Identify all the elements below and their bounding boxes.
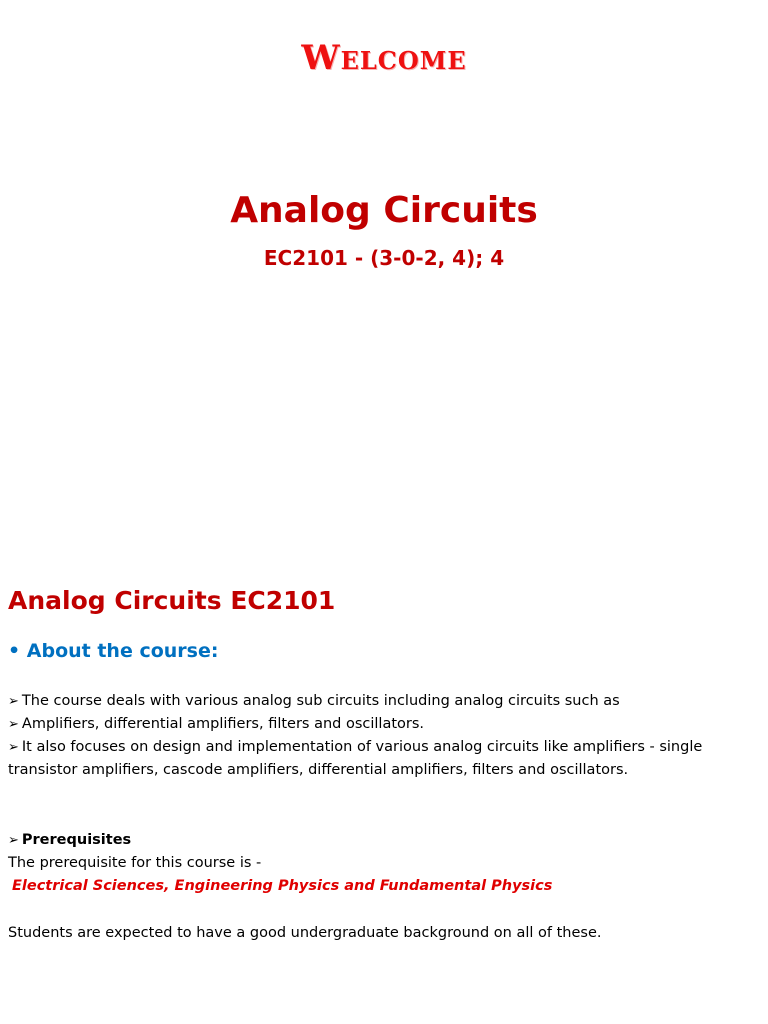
description-point: ➢ Amplifiers, differential amplifiers, filters and oscillators. <box>8 716 425 732</box>
prerequisites-intro: The prerequisite for this course is - <box>8 855 262 871</box>
course-title: Analog Circuits <box>230 190 538 231</box>
overview-heading: Analog Circuits EC2101 <box>8 586 336 615</box>
about-course-heading: • About the course: <box>8 640 219 662</box>
arrow-bullet-icon: ➢ <box>8 740 19 755</box>
description-point: ➢ The course deals with various analog sub circuits including analog circuits such as <box>8 693 620 709</box>
arrow-bullet-icon: ➢ <box>8 833 19 848</box>
closing-note: Students are expected to have a good undergraduate background on all of these. <box>8 925 602 941</box>
welcome-heading: Welcome <box>301 38 467 78</box>
prerequisite-subjects: Electrical Sciences, Engineering Physics and Fundamental Physics <box>12 878 553 894</box>
arrow-bullet-icon: ➢ <box>8 694 19 709</box>
prerequisites-section <box>8 829 756 898</box>
description-point: ➢ It also focuses on design and implementation of various analog circuits like amplifiers - single transistor amplifiers, cascode amplifiers, differential amplifiers, filters and oscillators. <box>8 739 703 778</box>
course-description <box>8 690 756 782</box>
prerequisites-label: Prerequisites <box>21 832 132 848</box>
arrow-bullet-icon: ➢ <box>8 717 19 732</box>
course-code: EC2101 - (3-0-2, 4); 4 <box>263 246 505 270</box>
prerequisites-label-row <box>8 829 756 852</box>
